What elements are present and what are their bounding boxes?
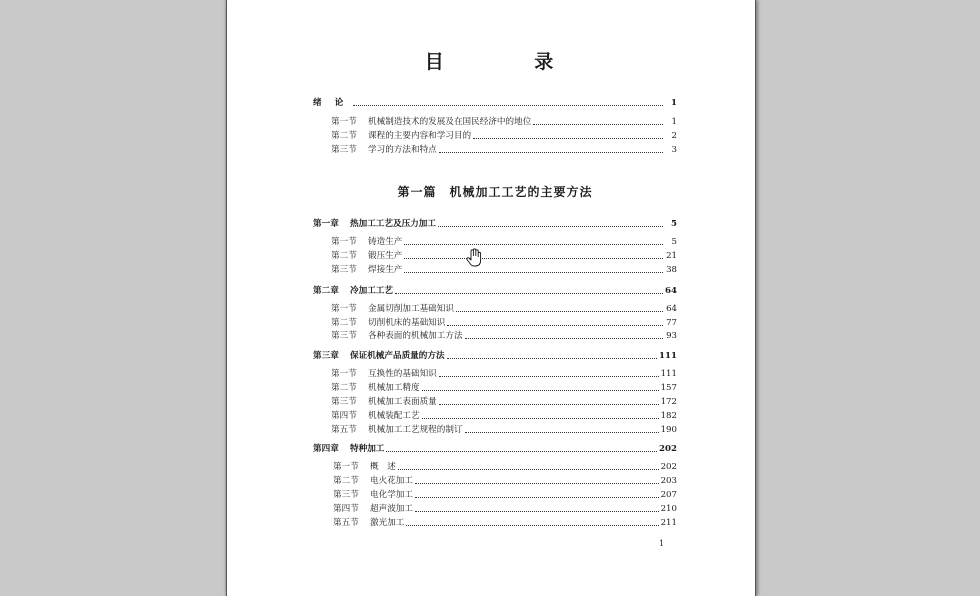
toc-leader — [447, 352, 658, 359]
toc-section-title: 机械装配工艺 — [368, 411, 420, 421]
toc-section-number: 第二节 — [331, 131, 357, 141]
toc-section-number: 第二节 — [331, 251, 357, 261]
toc-leader — [386, 445, 657, 452]
toc-section-title: 超声波加工 — [370, 504, 413, 514]
toc-page-number: 38 — [666, 265, 677, 275]
toc-section-row[interactable] — [331, 425, 677, 436]
toc-section-title: 各种表面的机械加工方法 — [368, 331, 463, 341]
toc-section-title: 机械制造技术的发展及在国民经济中的地位 — [368, 117, 532, 127]
toc-page-number: 190 — [660, 425, 677, 435]
toc-leader — [465, 426, 659, 433]
toc-page-number: 207 — [660, 490, 677, 500]
toc-section-number: 第二节 — [331, 318, 357, 328]
toc-section-number: 第三节 — [331, 145, 357, 155]
toc-section-title: 电火花加工 — [370, 476, 413, 486]
toc-leader — [439, 146, 663, 153]
toc-page-number: 93 — [666, 331, 677, 341]
toc-page-number: 111 — [659, 351, 677, 361]
toc-section-number: 第五节 — [331, 425, 357, 435]
toc-chapter-title: 冷加工工艺 — [350, 286, 393, 296]
toc-section-row[interactable] — [331, 117, 677, 128]
toc-leader — [353, 99, 663, 106]
toc-section-number: 第三节 — [331, 265, 357, 275]
toc-section-number: 第三节 — [333, 490, 359, 500]
toc-leader — [439, 398, 659, 405]
toc-section-row[interactable] — [331, 251, 677, 262]
toc-section-number: 第一节 — [333, 462, 359, 472]
toc-chapter-title: 特种加工 — [350, 444, 385, 454]
toc-page-number: 111 — [660, 369, 677, 379]
toc-section-number: 第一节 — [331, 117, 357, 127]
toc-section-title: 电化学加工 — [370, 490, 413, 500]
toc-section-row[interactable] — [331, 237, 677, 248]
page-number: 1 — [659, 539, 665, 548]
toc-section-number: 第三节 — [331, 397, 357, 407]
toc-section-row[interactable] — [331, 304, 677, 315]
toc-chapter-title: 热加工工艺及压力加工 — [350, 219, 436, 229]
toc-section-row[interactable] — [331, 318, 677, 329]
toc-page-number: 5 — [671, 219, 677, 229]
toc-leader — [406, 519, 658, 526]
toc-page-number: 211 — [660, 518, 677, 528]
toc-page-number: 203 — [660, 476, 677, 486]
toc-page-number: 157 — [660, 383, 677, 393]
toc-section-title: 概 述 — [370, 462, 396, 472]
toc-section-title: 机械加工精度 — [368, 383, 420, 393]
toc-section-title: 课程的主要内容和学习目的 — [368, 131, 472, 141]
toc-section-row[interactable] — [331, 265, 677, 276]
hand-cursor-icon — [465, 248, 483, 268]
toc-section-row[interactable] — [331, 369, 677, 380]
toc-section-row[interactable] — [333, 476, 677, 487]
toc-leader — [456, 305, 663, 312]
toc-page-number: 1 — [671, 117, 677, 127]
toc-page-number: 182 — [660, 411, 677, 421]
toc-leader — [533, 118, 663, 125]
toc-leader — [473, 132, 663, 139]
toc-section-title: 金属切削加工基础知识 — [368, 304, 454, 314]
toc-intro-row[interactable] — [313, 98, 677, 109]
toc-leader — [398, 463, 659, 470]
toc-chapter-number: 第一章 — [313, 219, 339, 229]
toc-page-number: 202 — [659, 444, 677, 454]
toc-leader — [422, 412, 659, 419]
toc-leader — [395, 287, 663, 294]
toc-section-row[interactable] — [331, 383, 677, 394]
toc-page-number: 64 — [665, 286, 677, 296]
toc-leader — [438, 220, 663, 227]
toc-section-number: 第一节 — [331, 369, 357, 379]
toc-leader — [404, 266, 663, 273]
toc-page-number: 64 — [666, 304, 677, 314]
toc-leader — [415, 491, 659, 498]
toc-section-number: 第四节 — [333, 504, 359, 514]
toc-page-number: 1 — [671, 98, 677, 108]
toc-page-number: 3 — [671, 145, 677, 155]
toc-leader — [447, 319, 663, 326]
toc-section-title: 学习的方法和特点 — [368, 145, 437, 155]
toc-section-title: 机械加工工艺规程的制订 — [368, 425, 463, 435]
toc-intro-label: 绪论 — [313, 98, 357, 108]
toc-section-title: 互换性的基础知识 — [368, 369, 437, 379]
toc-section-title: 焊接生产 — [368, 265, 403, 275]
toc-section-row[interactable] — [333, 490, 677, 501]
toc-section-number: 第一节 — [331, 304, 357, 314]
document-page[interactable] — [226, 0, 756, 596]
toc-leader — [465, 332, 663, 339]
toc-leader — [415, 505, 659, 512]
toc-section-number: 第二节 — [331, 383, 357, 393]
toc-page-number: 172 — [660, 397, 677, 407]
toc-page-number: 202 — [660, 462, 677, 472]
toc-chapter-row[interactable] — [313, 219, 677, 230]
toc-leader — [404, 252, 663, 259]
toc-section-title: 激光加工 — [370, 518, 405, 528]
toc-page-number: 2 — [671, 131, 677, 141]
toc-leader — [439, 370, 659, 377]
toc-section-row[interactable] — [331, 145, 677, 156]
toc-section-row[interactable] — [331, 331, 677, 342]
toc-section-number: 第一节 — [331, 237, 357, 247]
toc-page-number: 210 — [660, 504, 677, 514]
toc-chapter-number: 第二章 — [313, 286, 339, 296]
part-title: 第一篇 机械加工工艺的主要方法 — [397, 185, 593, 199]
toc-chapter-row[interactable] — [313, 351, 677, 362]
toc-section-title: 锻压生产 — [368, 251, 403, 261]
toc-page-number: 5 — [671, 237, 677, 247]
toc-page-number: 77 — [666, 318, 677, 328]
toc-page-number: 21 — [666, 251, 677, 261]
toc-section-row[interactable] — [331, 397, 677, 408]
toc-chapter-number: 第四章 — [313, 444, 339, 454]
toc-section-title: 切削机床的基础知识 — [368, 318, 446, 328]
toc-leader — [404, 238, 663, 245]
toc-chapter-row[interactable] — [313, 444, 677, 455]
toc-chapter-row[interactable] — [313, 286, 677, 297]
toc-leader — [415, 477, 659, 484]
toc-section-row[interactable] — [333, 518, 677, 529]
toc-section-row[interactable] — [331, 411, 677, 422]
toc-section-number: 第二节 — [333, 476, 359, 486]
toc-section-row[interactable] — [333, 504, 677, 515]
toc-leader — [422, 384, 659, 391]
toc-section-number: 第四节 — [331, 411, 357, 421]
toc-section-number: 第五节 — [333, 518, 359, 528]
toc-chapter-title: 保证机械产品质量的方法 — [350, 351, 445, 361]
toc-section-title: 机械加工表面质量 — [368, 397, 437, 407]
toc-section-row[interactable] — [333, 462, 677, 473]
toc-section-row[interactable] — [331, 131, 677, 142]
toc-chapter-number: 第三章 — [313, 351, 339, 361]
toc-section-number: 第三节 — [331, 331, 357, 341]
toc-section-title: 铸造生产 — [368, 237, 403, 247]
page-title: 目 录 — [424, 51, 596, 73]
